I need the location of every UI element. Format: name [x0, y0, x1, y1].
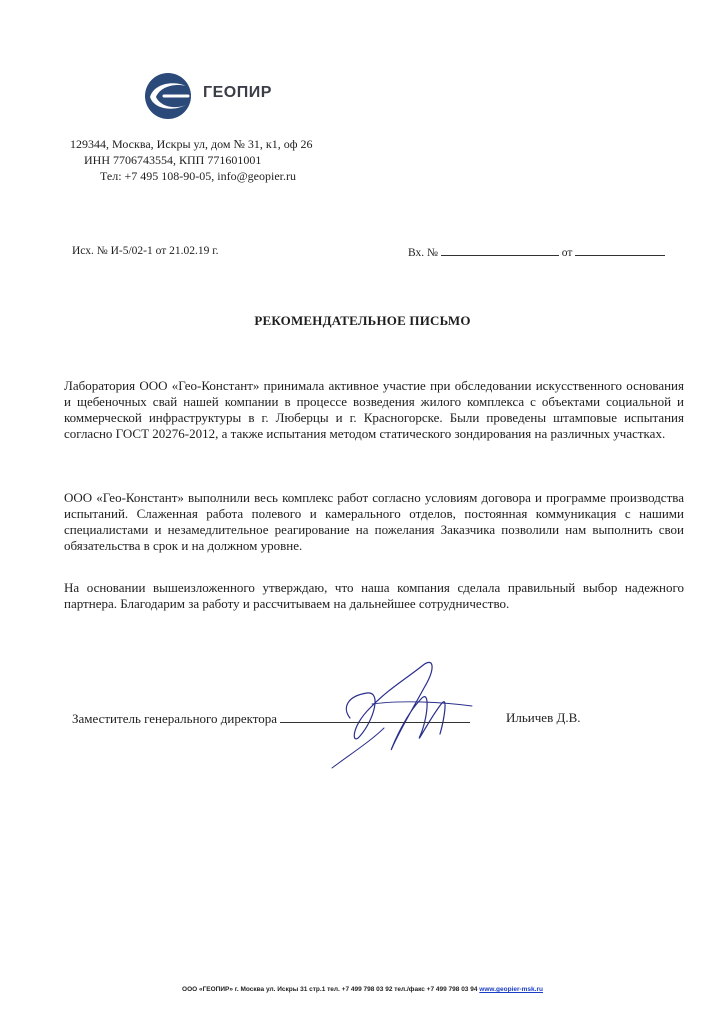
address-line: 129344, Москва, Искры ул, дом № 31, к1, оф 26 — [70, 137, 313, 151]
incoming-reference — [408, 245, 665, 259]
inn-line: ИНН 7706743554, КПП 771601001 — [84, 153, 262, 167]
signatory-name: Ильичев Д.В. — [506, 710, 581, 725]
footer-website-link[interactable]: www.geopier-msk.ru — [479, 986, 543, 993]
footer-text: ООО «ГЕОПИР» г. Москва ул. Искры 31 стр.1 тел. +7 499 798 03 92 тел./факс +7 499 798 03 94 — [182, 986, 478, 993]
paragraph-3 — [64, 580, 684, 612]
incoming-number-blank — [441, 245, 559, 256]
paragraph-2 — [64, 490, 684, 554]
outgoing-reference: Исх. № И-5/02-1 от 21.02.19 г. — [72, 245, 219, 257]
from-label: от — [561, 247, 573, 259]
logo-text: ГЕОПИР — [203, 84, 272, 101]
contact-line: Тел: +7 495 108-90-05, info@geopier.ru — [100, 169, 296, 183]
letter-title: РЕКОМЕНДАТЕЛЬНОЕ ПИСЬМО — [254, 313, 471, 328]
signature-blank — [280, 710, 470, 723]
company-address — [70, 136, 313, 184]
incoming-label: Вх. № — [408, 247, 438, 259]
paragraph-2-text: ООО «Гео-Констант» выполнили весь комплекс работ согласно условиям договора и программе производства испытаний. Слаженная работа полевого и камерального отделов, постоянная коммуникация с нашими специалистами и незамедлительное реагирование на пожелания Заказчика позволили нам выполнить свои обязательства в срок и на должном уровне. — [64, 490, 684, 553]
position-text: Заместитель генерального директора — [72, 711, 278, 726]
signatory-position — [72, 710, 470, 727]
paragraph-1-text: Лаборатория ООО «Гео-Констант» принимала активное участие при обследовании искусственного основания и щебеночных свай нашей компании в процессе возведения жилого комплекса с объектами социальной и коммерческой инфраструктуры в г. Люберцы и г. Красногорске. Были проведены штамповые испытания согласно ГОСТ 20276-2012, а также испытания методом статического зондирования на различных участках. — [64, 378, 684, 441]
paragraph-3-text: На основании вышеизложенного утверждаю, что наша компания сделала правильный выбор надежного партнера. Благодарим за работу и рассчитываем на дальнейшее сотрудничество. — [64, 580, 684, 611]
footer — [0, 986, 725, 993]
paragraph-1 — [64, 378, 684, 442]
incoming-date-blank — [575, 245, 665, 256]
